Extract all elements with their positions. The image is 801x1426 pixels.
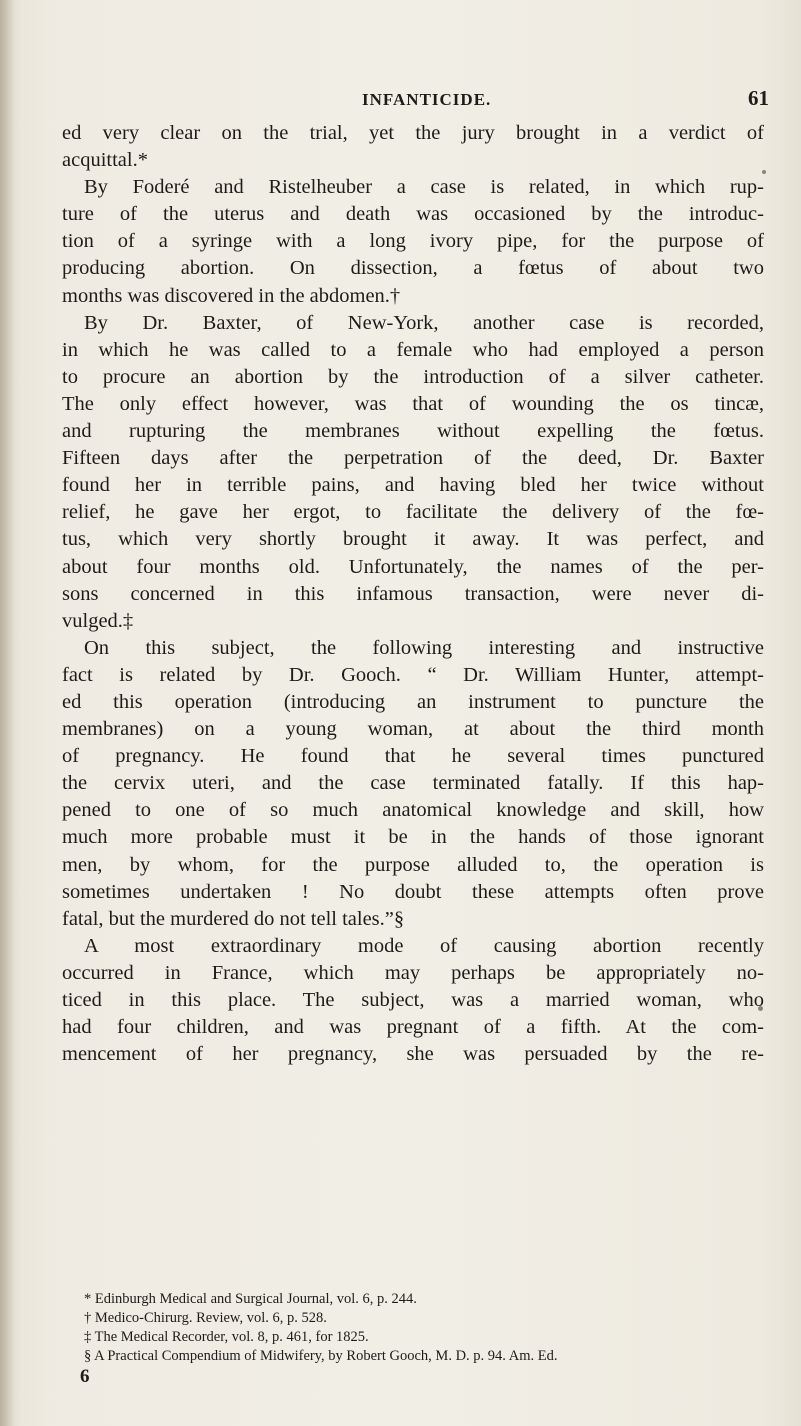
text-line: ed very clear on the trial, yet the jury brought in a verdict of <box>62 122 764 144</box>
signature-mark: 6 <box>80 1366 90 1387</box>
running-title: INFANTICIDE. <box>362 90 492 109</box>
text-line: and rupturing the membranes without expelling the fœtus. <box>62 420 764 443</box>
text-line: much more probable must it be in the hands of those ignorant <box>62 826 764 849</box>
text-line: sons concerned in this infamous transaction, were never di- <box>62 582 764 605</box>
footnote: † Medico-Chirurg. Review, vol. 6, p. 528. <box>84 1310 327 1326</box>
text-line: about four months old. Unfortunately, the names of the per- <box>62 555 764 578</box>
footnote: * Edinburgh Medical and Surgical Journal, vol. 6, p. 244. <box>84 1291 417 1307</box>
page-header <box>0 86 801 110</box>
text-line: The only effect however, was that of wounding the os tincæ, <box>62 392 764 415</box>
text-line: found her in terrible pains, and having bled her twice without <box>62 474 764 497</box>
text-line: producing abortion. On dissection, a fœtus of about two <box>62 257 764 280</box>
text-line: tion of a syringe with a long ivory pipe, for the purpose of <box>62 230 764 253</box>
text-line: occurred in France, which may perhaps be appropriately no- <box>62 961 764 984</box>
text-line: membranes) on a young woman, at about the third month <box>62 718 764 741</box>
text-line: to procure an abortion by the introduction of a silver catheter. <box>62 365 764 388</box>
text-line: the cervix uteri, and the case terminated fatally. If this hap- <box>62 772 764 795</box>
text-line: of pregnancy. He found that he several times punctured <box>62 745 764 768</box>
text-line: sometimes undertaken ! No doubt these attempts often prove <box>62 880 764 903</box>
text-line: relief, he gave her ergot, to facilitate the delivery of the fœ- <box>62 501 764 524</box>
text-line: pened to one of so much anatomical knowledge and skill, how <box>62 799 764 822</box>
text-line: ed this operation (introducing an instrument to puncture the <box>62 690 764 713</box>
page-spine-shadow <box>0 0 14 1426</box>
text-line: tus, which very shortly brought it away. It was perfect, and <box>62 528 764 551</box>
text-line: in which he was called to a female who had employed a person <box>62 338 764 361</box>
text-line: By Foderé and Ristelheuber a case is related, in which rup- <box>84 176 764 199</box>
text-line: fatal, but the murdered do not tell tales.”§ <box>62 907 405 930</box>
text-line: fact is related by Dr. Gooch. “ Dr. William Hunter, attempt- <box>62 663 764 686</box>
text-line: had four children, and was pregnant of a fifth. At the com- <box>62 1016 764 1039</box>
text-line: men, by whom, for the purpose alluded to, the operation is <box>62 853 764 876</box>
footnote: § A Practical Compendium of Midwifery, by Robert Gooch, M. D. p. 94. Am. Ed. <box>84 1348 558 1364</box>
footnotes <box>62 1290 764 1366</box>
text-line: acquittal.* <box>62 149 148 172</box>
body-text <box>62 120 764 1068</box>
text-line: Fifteen days after the perpetration of the deed, Dr. Baxter <box>62 447 764 470</box>
text-line: ture of the uterus and death was occasioned by the introduc- <box>62 203 764 226</box>
text-line: By Dr. Baxter, of New-York, another case is recorded, <box>84 311 764 334</box>
footnote: ‡ The Medical Recorder, vol. 8, p. 461, for 1825. <box>84 1329 369 1345</box>
text-line: ticed in this place. The subject, was a married woman, who <box>62 989 764 1011</box>
text-line: vulged.‡ <box>62 609 134 632</box>
text-line: A most extraordinary mode of causing abortion recently <box>84 934 764 957</box>
page-number: 61 <box>748 86 769 110</box>
text-line: months was discovered in the abdomen.† <box>62 284 401 307</box>
text-line: On this subject, the following interesting and instructive <box>84 636 764 659</box>
text-line: mencement of her pregnancy, she was persuaded by the re- <box>62 1043 764 1066</box>
